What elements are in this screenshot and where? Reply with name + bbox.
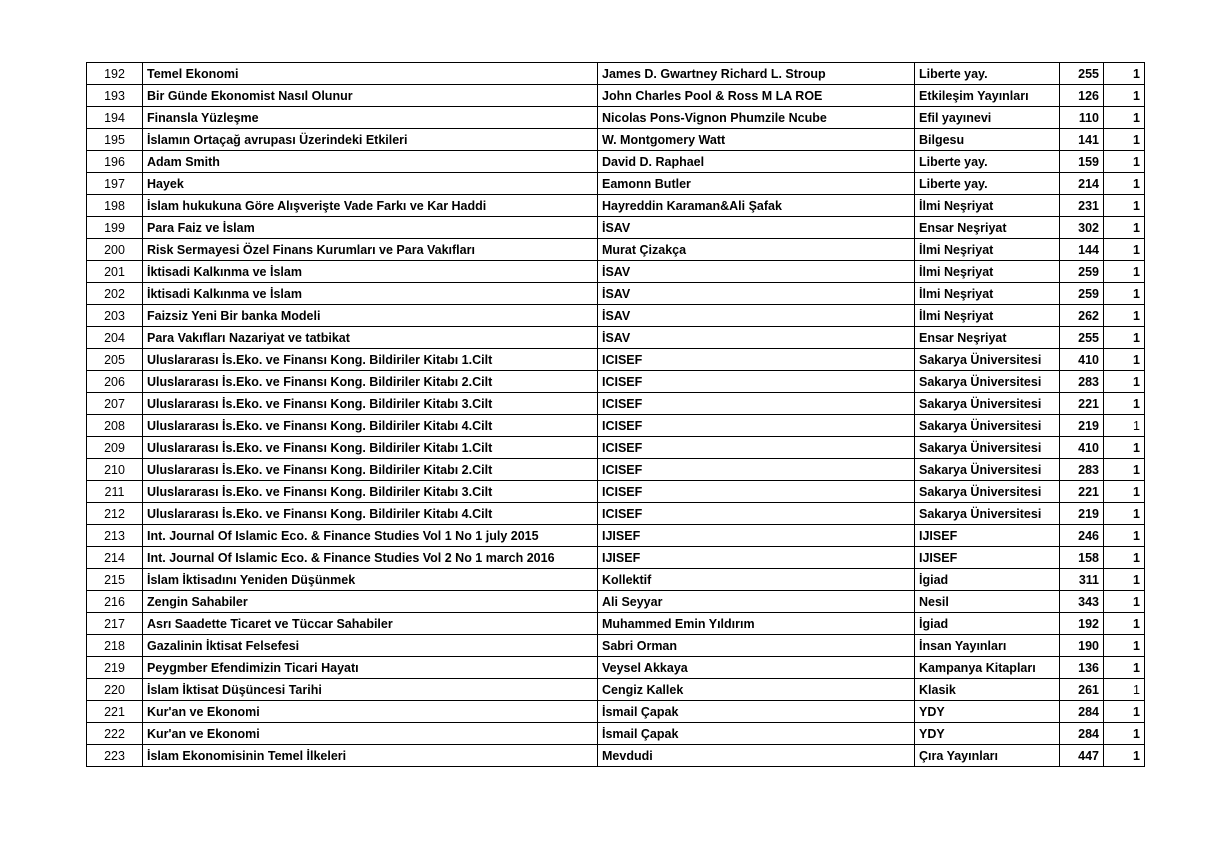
page-count-cell: 190	[1060, 635, 1104, 657]
publisher-cell: Çıra Yayınları	[915, 745, 1060, 767]
quantity-cell: 1	[1104, 195, 1145, 217]
author-cell: ICISEF	[598, 437, 915, 459]
book-title-cell: Uluslararası İs.Eko. ve Finansı Kong. Bildiriler Kitabı 4.Cilt	[143, 415, 598, 437]
quantity-cell: 1	[1104, 239, 1145, 261]
page-count-cell: 410	[1060, 349, 1104, 371]
table-row	[87, 349, 1145, 371]
quantity-cell: 1	[1104, 151, 1145, 173]
book-title-cell: Para Faiz ve İslam	[143, 217, 598, 239]
book-title-cell: Zengin Sahabiler	[143, 591, 598, 613]
publisher-cell: Bilgesu	[915, 129, 1060, 151]
quantity-cell: 1	[1104, 437, 1145, 459]
table-row	[87, 415, 1145, 437]
book-title-cell: Asrı Saadette Ticaret ve Tüccar Sahabiler	[143, 613, 598, 635]
publisher-cell: IJISEF	[915, 525, 1060, 547]
publisher-cell: Ensar Neşriyat	[915, 327, 1060, 349]
quantity-cell: 1	[1104, 393, 1145, 415]
table-row	[87, 701, 1145, 723]
table-row	[87, 723, 1145, 745]
publisher-cell: Sakarya Üniversitesi	[915, 481, 1060, 503]
author-cell: John Charles Pool & Ross M LA ROE	[598, 85, 915, 107]
quantity-cell: 1	[1104, 129, 1145, 151]
publisher-cell: IJISEF	[915, 547, 1060, 569]
author-cell: Nicolas Pons-Vignon Phumzile Ncube	[598, 107, 915, 129]
quantity-cell: 1	[1104, 613, 1145, 635]
author-cell: David D. Raphael	[598, 151, 915, 173]
row-number-cell: 215	[87, 569, 143, 591]
page-count-cell: 311	[1060, 569, 1104, 591]
quantity-cell: 1	[1104, 415, 1145, 437]
table-row	[87, 283, 1145, 305]
page-count-cell: 144	[1060, 239, 1104, 261]
table-body	[87, 63, 1145, 767]
book-title-cell: Int. Journal Of Islamic Eco. & Finance Studies Vol 1 No 1 july 2015	[143, 525, 598, 547]
page-count-cell: 259	[1060, 261, 1104, 283]
author-cell: ICISEF	[598, 459, 915, 481]
book-title-cell: Uluslararası İs.Eko. ve Finansı Kong. Bildiriler Kitabı 1.Cilt	[143, 349, 598, 371]
row-number-cell: 203	[87, 305, 143, 327]
book-title-cell: Hayek	[143, 173, 598, 195]
book-title-cell: Int. Journal Of Islamic Eco. & Finance Studies Vol 2 No 1 march 2016	[143, 547, 598, 569]
page-count-cell: 410	[1060, 437, 1104, 459]
author-cell: İSAV	[598, 217, 915, 239]
author-cell: ICISEF	[598, 503, 915, 525]
publisher-cell: Sakarya Üniversitesi	[915, 415, 1060, 437]
page-count-cell: 283	[1060, 459, 1104, 481]
book-list-table	[86, 62, 1145, 767]
book-title-cell: Finansla Yüzleşme	[143, 107, 598, 129]
quantity-cell: 1	[1104, 107, 1145, 129]
page-count-cell: 255	[1060, 327, 1104, 349]
book-title-cell: Uluslararası İs.Eko. ve Finansı Kong. Bildiriler Kitabı 2.Cilt	[143, 371, 598, 393]
row-number-cell: 196	[87, 151, 143, 173]
row-number-cell: 194	[87, 107, 143, 129]
row-number-cell: 198	[87, 195, 143, 217]
table-row	[87, 547, 1145, 569]
row-number-cell: 201	[87, 261, 143, 283]
table-row	[87, 613, 1145, 635]
publisher-cell: Sakarya Üniversitesi	[915, 459, 1060, 481]
author-cell: ICISEF	[598, 481, 915, 503]
publisher-cell: Liberte yay.	[915, 63, 1060, 85]
book-title-cell: Uluslararası İs.Eko. ve Finansı Kong. Bildiriler Kitabı 2.Cilt	[143, 459, 598, 481]
quantity-cell: 1	[1104, 635, 1145, 657]
quantity-cell: 1	[1104, 701, 1145, 723]
row-number-cell: 195	[87, 129, 143, 151]
book-title-cell: Risk Sermayesi Özel Finans Kurumları ve Para Vakıfları	[143, 239, 598, 261]
table-row	[87, 195, 1145, 217]
author-cell: İSAV	[598, 261, 915, 283]
quantity-cell: 1	[1104, 679, 1145, 701]
quantity-cell: 1	[1104, 459, 1145, 481]
page-count-cell: 343	[1060, 591, 1104, 613]
author-cell: Hayreddin Karaman&Ali Şafak	[598, 195, 915, 217]
row-number-cell: 223	[87, 745, 143, 767]
row-number-cell: 218	[87, 635, 143, 657]
publisher-cell: Efil yayınevi	[915, 107, 1060, 129]
row-number-cell: 212	[87, 503, 143, 525]
table-row	[87, 679, 1145, 701]
publisher-cell: İgiad	[915, 613, 1060, 635]
row-number-cell: 193	[87, 85, 143, 107]
page-count-cell: 221	[1060, 393, 1104, 415]
row-number-cell: 205	[87, 349, 143, 371]
page-count-cell: 141	[1060, 129, 1104, 151]
publisher-cell: İlmi Neşriyat	[915, 239, 1060, 261]
table-row	[87, 481, 1145, 503]
author-cell: IJISEF	[598, 525, 915, 547]
author-cell: İSAV	[598, 283, 915, 305]
book-title-cell: Para Vakıfları Nazariyat ve tatbikat	[143, 327, 598, 349]
publisher-cell: Klasik	[915, 679, 1060, 701]
quantity-cell: 1	[1104, 217, 1145, 239]
book-title-cell: Bir Günde Ekonomist Nasıl Olunur	[143, 85, 598, 107]
table-row	[87, 129, 1145, 151]
row-number-cell: 204	[87, 327, 143, 349]
publisher-cell: Sakarya Üniversitesi	[915, 437, 1060, 459]
quantity-cell: 1	[1104, 327, 1145, 349]
row-number-cell: 210	[87, 459, 143, 481]
publisher-cell: Sakarya Üniversitesi	[915, 393, 1060, 415]
row-number-cell: 217	[87, 613, 143, 635]
page-count-cell: 192	[1060, 613, 1104, 635]
row-number-cell: 211	[87, 481, 143, 503]
table-row	[87, 151, 1145, 173]
page-count-cell: 283	[1060, 371, 1104, 393]
book-title-cell: Uluslararası İs.Eko. ve Finansı Kong. Bildiriler Kitabı 1.Cilt	[143, 437, 598, 459]
publisher-cell: Kampanya Kitapları	[915, 657, 1060, 679]
row-number-cell: 207	[87, 393, 143, 415]
quantity-cell: 1	[1104, 305, 1145, 327]
quantity-cell: 1	[1104, 173, 1145, 195]
page-count-cell: 284	[1060, 701, 1104, 723]
publisher-cell: Sakarya Üniversitesi	[915, 503, 1060, 525]
row-number-cell: 192	[87, 63, 143, 85]
row-number-cell: 206	[87, 371, 143, 393]
book-title-cell: İslamın Ortaçağ avrupası Üzerindeki Etkileri	[143, 129, 598, 151]
quantity-cell: 1	[1104, 371, 1145, 393]
book-title-cell: Uluslararası İs.Eko. ve Finansı Kong. Bildiriler Kitabı 4.Cilt	[143, 503, 598, 525]
book-title-cell: İslam Ekonomisinin Temel İlkeleri	[143, 745, 598, 767]
table-row	[87, 371, 1145, 393]
row-number-cell: 199	[87, 217, 143, 239]
row-number-cell: 222	[87, 723, 143, 745]
table-row	[87, 239, 1145, 261]
page-count-cell: 262	[1060, 305, 1104, 327]
page-count-cell: 136	[1060, 657, 1104, 679]
quantity-cell: 1	[1104, 547, 1145, 569]
page-count-cell: 219	[1060, 415, 1104, 437]
page-count-cell: 214	[1060, 173, 1104, 195]
quantity-cell: 1	[1104, 261, 1145, 283]
page-count-cell: 259	[1060, 283, 1104, 305]
author-cell: ICISEF	[598, 393, 915, 415]
author-cell: Muhammed Emin Yıldırım	[598, 613, 915, 635]
author-cell: Veysel Akkaya	[598, 657, 915, 679]
table-row	[87, 327, 1145, 349]
book-title-cell: Adam Smith	[143, 151, 598, 173]
row-number-cell: 197	[87, 173, 143, 195]
table-row	[87, 525, 1145, 547]
page-count-cell: 221	[1060, 481, 1104, 503]
quantity-cell: 1	[1104, 63, 1145, 85]
table-row	[87, 503, 1145, 525]
publisher-cell: Etkileşim Yayınları	[915, 85, 1060, 107]
publisher-cell: İgiad	[915, 569, 1060, 591]
page-count-cell: 447	[1060, 745, 1104, 767]
row-number-cell: 216	[87, 591, 143, 613]
author-cell: İsmail Çapak	[598, 701, 915, 723]
publisher-cell: Liberte yay.	[915, 173, 1060, 195]
table-row	[87, 173, 1145, 195]
table-row	[87, 657, 1145, 679]
table-row	[87, 393, 1145, 415]
quantity-cell: 1	[1104, 525, 1145, 547]
page-count-cell: 159	[1060, 151, 1104, 173]
row-number-cell: 208	[87, 415, 143, 437]
book-title-cell: İslam İktisat Düşüncesi Tarihi	[143, 679, 598, 701]
book-title-cell: Uluslararası İs.Eko. ve Finansı Kong. Bildiriler Kitabı 3.Cilt	[143, 481, 598, 503]
author-cell: IJISEF	[598, 547, 915, 569]
author-cell: ICISEF	[598, 371, 915, 393]
book-title-cell: Peygmber Efendimizin Ticari Hayatı	[143, 657, 598, 679]
page-count-cell: 219	[1060, 503, 1104, 525]
author-cell: Mevdudi	[598, 745, 915, 767]
author-cell: Sabri Orman	[598, 635, 915, 657]
row-number-cell: 220	[87, 679, 143, 701]
row-number-cell: 209	[87, 437, 143, 459]
table-row	[87, 569, 1145, 591]
quantity-cell: 1	[1104, 745, 1145, 767]
author-cell: Eamonn Butler	[598, 173, 915, 195]
page-count-cell: 110	[1060, 107, 1104, 129]
publisher-cell: İlmi Neşriyat	[915, 305, 1060, 327]
author-cell: İSAV	[598, 327, 915, 349]
page-count-cell: 255	[1060, 63, 1104, 85]
book-title-cell: Uluslararası İs.Eko. ve Finansı Kong. Bildiriler Kitabı 3.Cilt	[143, 393, 598, 415]
quantity-cell: 1	[1104, 591, 1145, 613]
book-title-cell: Faizsiz Yeni Bir banka Modeli	[143, 305, 598, 327]
book-title-cell: İslam İktisadını Yeniden Düşünmek	[143, 569, 598, 591]
publisher-cell: İlmi Neşriyat	[915, 261, 1060, 283]
publisher-cell: Sakarya Üniversitesi	[915, 371, 1060, 393]
page-count-cell: 261	[1060, 679, 1104, 701]
book-title-cell: İslam hukukuna Göre Alışverişte Vade Farkı ve Kar Haddi	[143, 195, 598, 217]
table-row	[87, 591, 1145, 613]
author-cell: Kollektif	[598, 569, 915, 591]
table-row	[87, 459, 1145, 481]
page-count-cell: 246	[1060, 525, 1104, 547]
table-row	[87, 85, 1145, 107]
row-number-cell: 219	[87, 657, 143, 679]
table-row	[87, 745, 1145, 767]
publisher-cell: İnsan Yayınları	[915, 635, 1060, 657]
table-row	[87, 305, 1145, 327]
author-cell: W. Montgomery Watt	[598, 129, 915, 151]
author-cell: ICISEF	[598, 349, 915, 371]
book-title-cell: İktisadi Kalkınma ve İslam	[143, 261, 598, 283]
quantity-cell: 1	[1104, 657, 1145, 679]
book-title-cell: İktisadi Kalkınma ve İslam	[143, 283, 598, 305]
author-cell: Ali Seyyar	[598, 591, 915, 613]
book-title-cell: Kur'an ve Ekonomi	[143, 723, 598, 745]
table-row	[87, 635, 1145, 657]
page-count-cell: 302	[1060, 217, 1104, 239]
publisher-cell: İlmi Neşriyat	[915, 283, 1060, 305]
row-number-cell: 213	[87, 525, 143, 547]
publisher-cell: Sakarya Üniversitesi	[915, 349, 1060, 371]
author-cell: Cengiz Kallek	[598, 679, 915, 701]
row-number-cell: 214	[87, 547, 143, 569]
author-cell: Murat Çizakça	[598, 239, 915, 261]
table-row	[87, 63, 1145, 85]
quantity-cell: 1	[1104, 569, 1145, 591]
book-title-cell: Temel Ekonomi	[143, 63, 598, 85]
publisher-cell: Liberte yay.	[915, 151, 1060, 173]
page-count-cell: 158	[1060, 547, 1104, 569]
quantity-cell: 1	[1104, 723, 1145, 745]
table-row	[87, 217, 1145, 239]
book-title-cell: Gazalinin İktisat Felsefesi	[143, 635, 598, 657]
page-count-cell: 284	[1060, 723, 1104, 745]
author-cell: İSAV	[598, 305, 915, 327]
table-row	[87, 437, 1145, 459]
book-title-cell: Kur'an ve Ekonomi	[143, 701, 598, 723]
quantity-cell: 1	[1104, 349, 1145, 371]
table-row	[87, 107, 1145, 129]
row-number-cell: 200	[87, 239, 143, 261]
row-number-cell: 202	[87, 283, 143, 305]
author-cell: ICISEF	[598, 415, 915, 437]
publisher-cell: Nesil	[915, 591, 1060, 613]
quantity-cell: 1	[1104, 503, 1145, 525]
author-cell: İsmail Çapak	[598, 723, 915, 745]
publisher-cell: Ensar Neşriyat	[915, 217, 1060, 239]
quantity-cell: 1	[1104, 85, 1145, 107]
page-count-cell: 231	[1060, 195, 1104, 217]
quantity-cell: 1	[1104, 283, 1145, 305]
publisher-cell: YDY	[915, 723, 1060, 745]
author-cell: James D. Gwartney Richard L. Stroup	[598, 63, 915, 85]
row-number-cell: 221	[87, 701, 143, 723]
quantity-cell: 1	[1104, 481, 1145, 503]
publisher-cell: İlmi Neşriyat	[915, 195, 1060, 217]
page-count-cell: 126	[1060, 85, 1104, 107]
table-row	[87, 261, 1145, 283]
publisher-cell: YDY	[915, 701, 1060, 723]
